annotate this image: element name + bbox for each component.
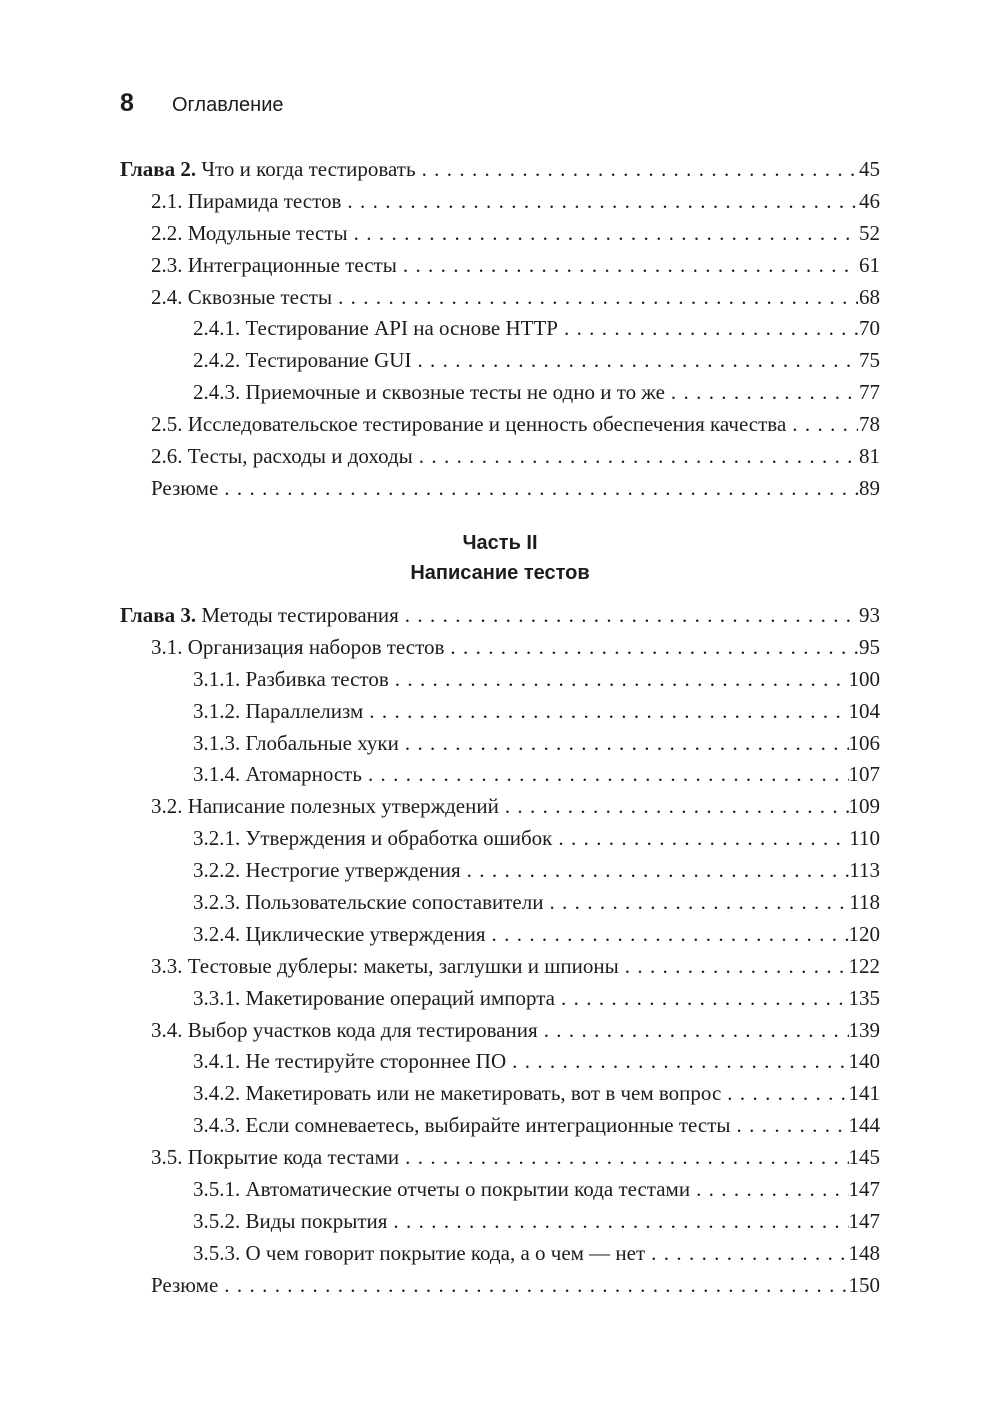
toc-page-number: 77 [859,380,880,405]
toc-chapter-entry [120,157,880,189]
toc-entry-title [151,1145,399,1170]
toc-entry-text: 3.3.1. Макетирование операций импорта [193,985,556,1010]
dot-leader [499,794,849,819]
dot-leader [538,1018,849,1043]
dot-leader [645,1241,848,1266]
toc-entry-title [193,1081,721,1106]
toc-entry-text: Методы тестирования [196,603,399,627]
toc-entry [120,253,880,285]
toc-entry-text: Что и когда тестировать [196,157,416,181]
toc-entry [120,699,880,731]
toc-entry-text: 2.4.2. Тестирование GUI [193,348,412,373]
toc-entry-title [193,826,552,851]
chapter-label: Глава 2. [120,157,197,181]
dot-leader [399,731,849,756]
toc-entry-title [193,1177,690,1202]
toc-entry [120,1113,880,1145]
toc-section-chapter-2 [120,157,880,508]
part-heading [0,528,1000,588]
dot-leader [332,285,858,310]
toc-entry [120,348,880,380]
toc-entry-text: 3.4.1. Не тестируйте стороннее ПО [193,1049,507,1074]
dot-leader [399,1145,848,1170]
toc-entry [120,444,880,476]
toc-page-number: 104 [848,698,880,723]
dot-leader [461,858,850,883]
toc-entry-title [151,476,218,501]
toc-entry [120,1273,880,1305]
page-number: 8 [120,89,134,117]
dot-leader [731,1113,849,1138]
toc-entry-title [193,1113,731,1138]
toc-page-number: 46 [859,188,880,213]
toc-entry [120,635,880,667]
dot-leader [341,189,858,214]
toc-entry-text: 3.4.2. Макетировать или не макетировать, вот в чем вопрос [193,1081,722,1106]
toc-entry-title [151,221,348,246]
toc-entry-text: 3.5.3. О чем говорит покрытие кода, а о чем — нет [193,1240,646,1265]
toc-entry-text: 3.4. Выбор участков кода для тестирования [151,1017,538,1042]
toc-page-number: 107 [848,762,880,787]
toc-entry-text: 3.1.4. Атомарность [193,762,362,787]
toc-page-number: 75 [859,348,880,373]
toc-page-number: 113 [849,858,880,883]
toc-entry-text: 3.1. Организация наборов тестов [151,634,445,659]
toc-entry-title [120,157,416,182]
toc-entry-text: 3.2.3. Пользовательские сопоставители [193,890,544,915]
toc-entry-text: 3.2.2. Нестрогие утверждения [193,858,461,883]
toc-entry-text: 3.5. Покрытие кода тестами [151,1145,400,1170]
toc-page-number: 52 [859,220,880,245]
dot-leader [721,1081,848,1106]
toc-page-number: 95 [859,634,880,659]
toc-entry-text: 2.5. Исследовательское тестирование и ценность обеспечения качества [151,412,787,437]
toc-entry [120,1145,880,1177]
toc-page-number: 109 [848,794,880,819]
toc-entry [120,380,880,412]
dot-leader [444,635,858,660]
toc-page-number: 139 [848,1017,880,1042]
toc-entry-title [151,635,444,660]
dot-leader [348,221,858,246]
toc-page-number: 120 [848,921,880,946]
chapter-label: Глава 3. [120,603,197,627]
dot-leader [363,699,848,724]
toc-page-number: 148 [848,1240,880,1265]
toc-entry [120,667,880,699]
toc-entry-title [120,603,399,628]
toc-entry [120,922,880,954]
toc-section-chapter-3 [120,603,880,1305]
part-label: Часть II [462,532,538,554]
toc-entry [120,1241,880,1273]
dot-leader [389,667,849,692]
dot-leader [486,922,849,947]
toc-entry-title [151,189,341,214]
toc-page-number: 144 [848,1113,880,1138]
toc-entry [120,1177,880,1209]
toc-page-number: 135 [848,985,880,1010]
toc-page-number: 93 [859,603,880,627]
dot-leader [399,603,858,628]
toc-entry-text: 3.2.4. Циклические утверждения [193,921,486,946]
toc-page-number: 78 [859,412,880,437]
toc-page-number: 118 [849,890,880,915]
dot-leader [411,348,858,373]
toc-entry [120,954,880,986]
dot-leader [416,157,858,182]
toc-entry [120,794,880,826]
toc-entry-text: 3.1.1. Разбивка тестов [193,666,389,691]
toc-page-number: 140 [848,1049,880,1074]
toc-page-number: 145 [848,1145,880,1170]
toc-entry-title [193,667,389,692]
toc-entry [120,476,880,508]
toc-page-number: 106 [848,730,880,755]
dot-leader [218,476,858,501]
toc-page-number: 141 [848,1081,880,1106]
toc-entry [120,731,880,763]
toc-entry [120,412,880,444]
toc-entry-title [193,348,411,373]
toc-entry-title [193,699,363,724]
toc-entry-title [151,285,332,310]
toc-entry-title [193,858,461,883]
toc-entry [120,1018,880,1050]
toc-entry-title [151,444,413,469]
toc-page-number: 68 [859,284,880,309]
toc-entry-title [193,890,543,915]
dot-leader [690,1177,848,1202]
toc-entry-text: 3.5.2. Виды покрытия [193,1208,388,1233]
toc-entry-text: 2.2. Модульные тесты [151,220,348,245]
dot-leader [362,762,849,787]
toc-entry [120,221,880,253]
toc-entry [120,1209,880,1241]
toc-entry-text: Резюме [151,475,219,500]
toc-entry-title [193,1209,387,1234]
toc-entry [120,762,880,794]
toc-page-number: 147 [848,1177,880,1202]
toc-page-number: 45 [859,157,880,181]
dot-leader [619,954,849,979]
toc-page-number: 100 [848,666,880,691]
toc-entry-title [193,762,362,787]
toc-entry [120,858,880,890]
toc-entry-text: 2.4.3. Приемочные и сквозные тесты не одно и то же [193,380,665,405]
toc-entry-text: 3.2.1. Утверждения и обработка ошибок [193,826,553,851]
toc-entry-title [151,253,397,278]
toc-entry-text: 3.3. Тестовые дублеры: макеты, заглушки и шпионы [151,953,619,978]
toc-entry [120,189,880,221]
toc-entry [120,890,880,922]
toc-page-number: 110 [849,826,880,851]
toc-entry-text: 3.2. Написание полезных утверждений [151,794,499,819]
toc-entry-title [151,1273,218,1298]
toc-entry-text: 2.4. Сквозные тесты [151,284,333,309]
toc-entry [120,285,880,317]
toc-entry-title [151,1018,538,1043]
dot-leader [543,890,849,915]
toc-page-number: 122 [848,953,880,978]
dot-leader [552,826,849,851]
toc-entry [120,1049,880,1081]
toc-entry-title [193,731,399,756]
toc-page-number: 61 [859,252,880,277]
toc-entry-text: 2.4.1. Тестирование API на основе HTTP [193,316,558,341]
toc-entry-text: 3.1.3. Глобальные хуки [193,730,399,755]
toc-page-number: 147 [848,1208,880,1233]
toc-entry [120,316,880,348]
toc-page-number: 81 [859,444,880,469]
toc-entry-text: 3.4.3. Если сомневаетесь, выбирайте интеграционные тесты [193,1113,731,1138]
toc-entry-text: 2.1. Пирамида тестов [151,188,342,213]
toc-entry [120,826,880,858]
toc-entry [120,986,880,1018]
toc-entry-text: 2.6. Тесты, расходы и доходы [151,444,413,469]
dot-leader [413,444,858,469]
toc-page-number: 150 [848,1272,880,1297]
toc-entry-text: 3.1.2. Параллелизм [193,698,364,723]
dot-leader [397,253,858,278]
toc-entry-title [193,986,555,1011]
part-title: Написание тестов [410,562,590,584]
toc-entry-title [193,316,558,341]
dot-leader [558,316,858,341]
toc-entry-title [151,954,619,979]
toc-entry-text: 2.3. Интеграционные тесты [151,252,397,277]
toc-page-number: 70 [859,316,880,341]
toc-entry-title [193,380,665,405]
running-header [120,89,284,125]
dot-leader [506,1049,848,1074]
toc-entry-text: Резюме [151,1272,219,1297]
toc-entry-title [193,1049,506,1074]
dot-leader [555,986,848,1011]
dot-leader [218,1273,848,1298]
dot-leader [665,380,858,405]
dot-leader [786,412,858,437]
toc-page-number: 89 [859,475,880,500]
toc-entry [120,1081,880,1113]
toc-entry-title [193,1241,645,1266]
running-title: Оглавление [172,94,284,116]
toc-entry-text: 3.5.1. Автоматические отчеты о покрытии кода тестами [193,1177,691,1202]
toc-entry-title [151,412,786,437]
toc-entry-title [193,922,486,947]
toc-entry-title [151,794,499,819]
toc-chapter-entry [120,603,880,635]
dot-leader [387,1209,848,1234]
